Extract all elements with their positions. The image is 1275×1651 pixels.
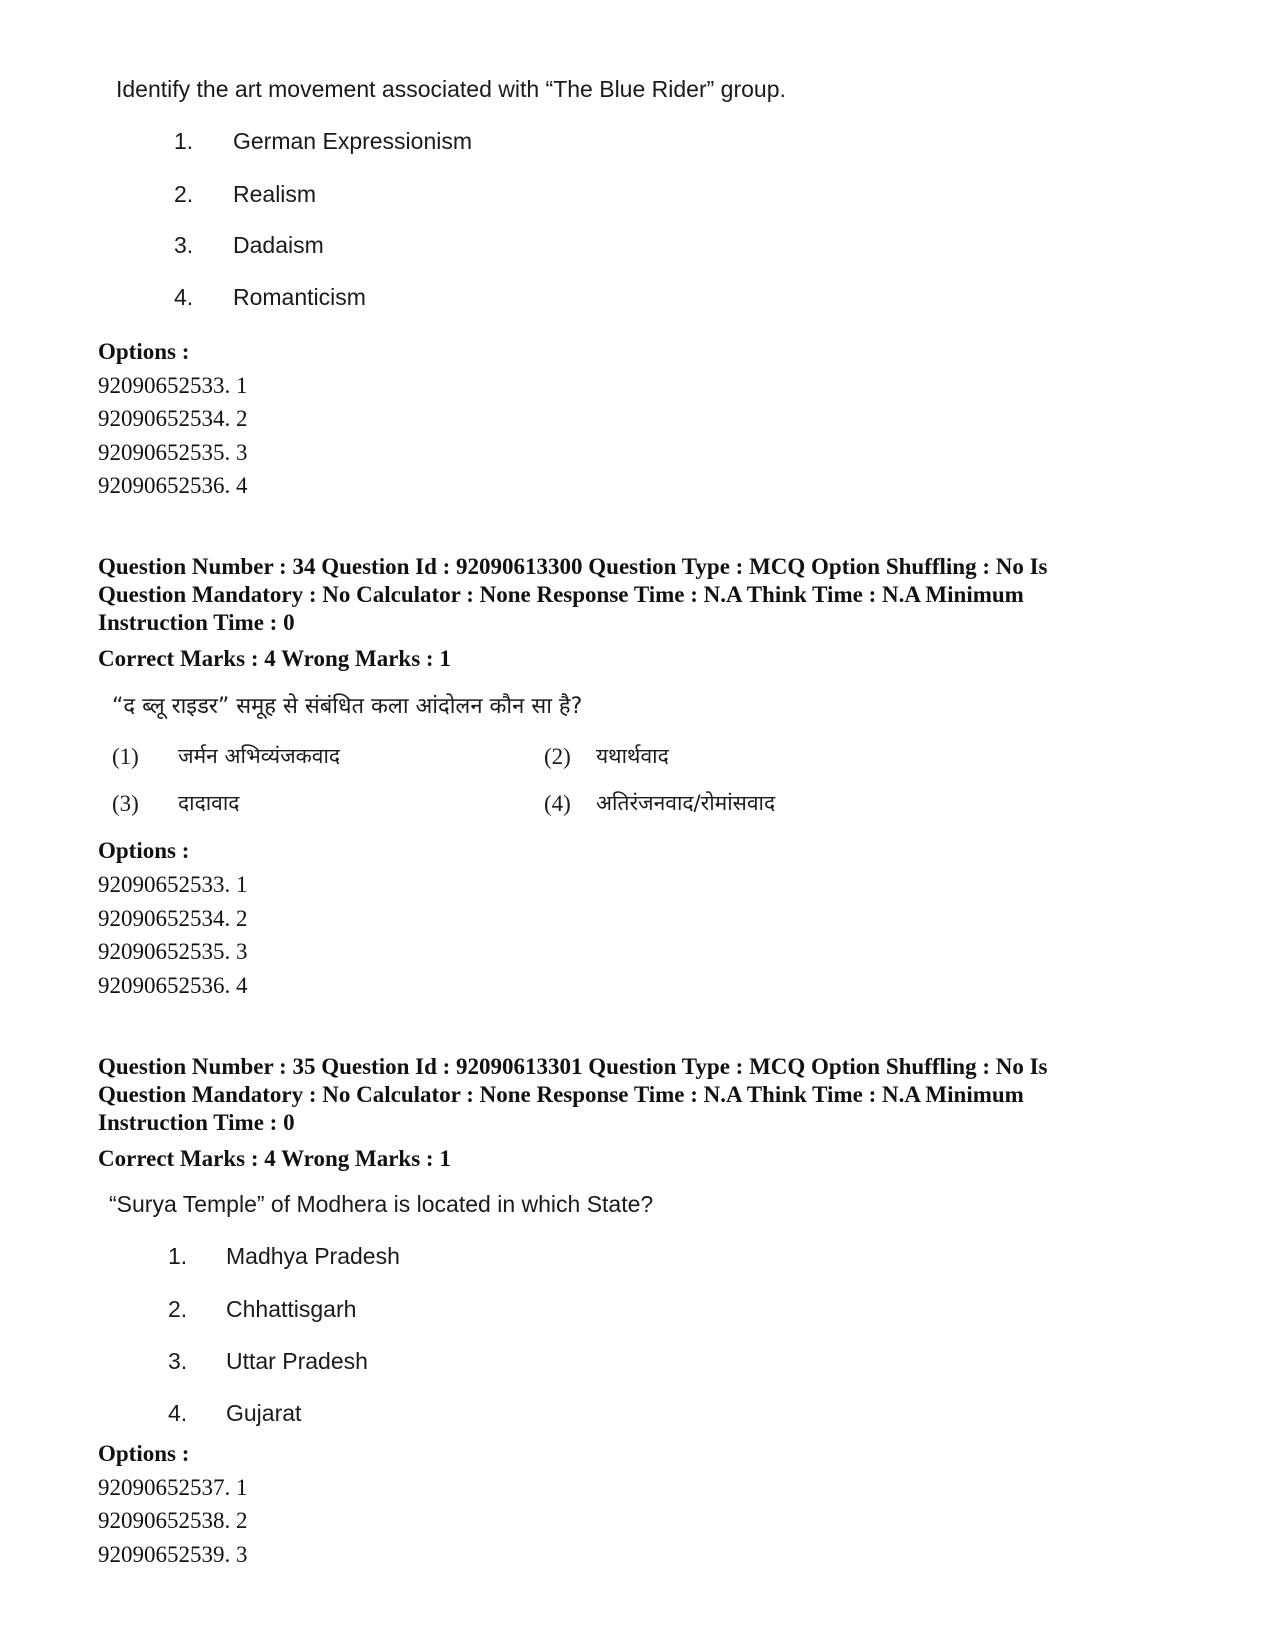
option-line: 92090652538. 2 <box>98 1508 248 1533</box>
choice-text-hindi: यथार्थवाद <box>596 744 669 768</box>
option-line: 92090652537. 1 <box>98 1475 248 1500</box>
choice-number: (3) <box>112 791 139 816</box>
question-meta-line: Question Number : 34 Question Id : 92090613300 Question Type : MCQ Option Shuffling : No Is <box>98 554 1048 579</box>
options-label: Options : <box>98 1441 190 1466</box>
option-line: 92090652536. 4 <box>98 973 248 998</box>
question-meta-line: Instruction Time : 0 <box>98 610 295 635</box>
choice-number: 2. <box>174 181 194 207</box>
question-text-hindi: “द ब्लू राइडर” समूह से संबंधित कला आंदोलन कौन सा है? <box>112 694 583 719</box>
option-line: 92090652535. 3 <box>98 939 248 964</box>
choice-text-hindi: जर्मन अभिव्यंजकवाद <box>178 744 341 768</box>
choice-number: 1. <box>168 1243 188 1269</box>
marks-line: Correct Marks : 4 Wrong Marks : 1 <box>98 646 451 671</box>
options-label: Options : <box>98 838 190 863</box>
question-meta-line: Question Mandatory : No Calculator : None Response Time : N.A Think Time : N.A Minimum <box>98 582 1024 607</box>
option-line: 92090652535. 3 <box>98 440 248 465</box>
choice-number: 4. <box>174 284 194 310</box>
choice-text: Realism <box>233 181 317 207</box>
choice-number: 3. <box>168 1348 188 1374</box>
question-text: Identify the art movement associated with “The Blue Rider” group. <box>116 76 786 102</box>
choice-number: (4) <box>544 791 571 816</box>
option-line: 92090652536. 4 <box>98 473 248 498</box>
choice-number: 2. <box>168 1296 188 1322</box>
choice-number: (1) <box>112 744 139 769</box>
choice-text: Chhattisgarh <box>226 1296 357 1322</box>
choice-text-hindi: दादावाद <box>178 791 240 815</box>
question-meta-line: Question Mandatory : No Calculator : None Response Time : N.A Think Time : N.A Minimum <box>98 1082 1024 1107</box>
question-text: “Surya Temple” of Modhera is located in which State? <box>109 1191 654 1217</box>
option-line: 92090652534. 2 <box>98 406 248 431</box>
choice-text: Madhya Pradesh <box>226 1243 400 1269</box>
choice-text-hindi: अतिरंजनवाद/रोमांसवाद <box>596 791 776 815</box>
option-line: 92090652533. 1 <box>98 373 248 398</box>
choice-number: 1. <box>174 128 194 154</box>
marks-line: Correct Marks : 4 Wrong Marks : 1 <box>98 1146 451 1171</box>
option-line: 92090652534. 2 <box>98 906 248 931</box>
question-meta-line: Instruction Time : 0 <box>98 1110 295 1135</box>
choice-text: Uttar Pradesh <box>226 1348 368 1374</box>
choice-number: (2) <box>544 744 571 769</box>
choice-text: Dadaism <box>233 232 324 258</box>
option-line: 92090652539. 3 <box>98 1542 248 1567</box>
choice-number: 4. <box>168 1400 188 1426</box>
choice-number: 3. <box>174 232 194 258</box>
choice-text: Romanticism <box>233 284 366 310</box>
choice-text: Gujarat <box>226 1400 302 1426</box>
option-line: 92090652533. 1 <box>98 872 248 897</box>
choice-text: German Expressionism <box>233 128 473 154</box>
question-meta-line: Question Number : 35 Question Id : 92090613301 Question Type : MCQ Option Shuffling : No Is <box>98 1054 1048 1079</box>
options-label: Options : <box>98 339 190 364</box>
